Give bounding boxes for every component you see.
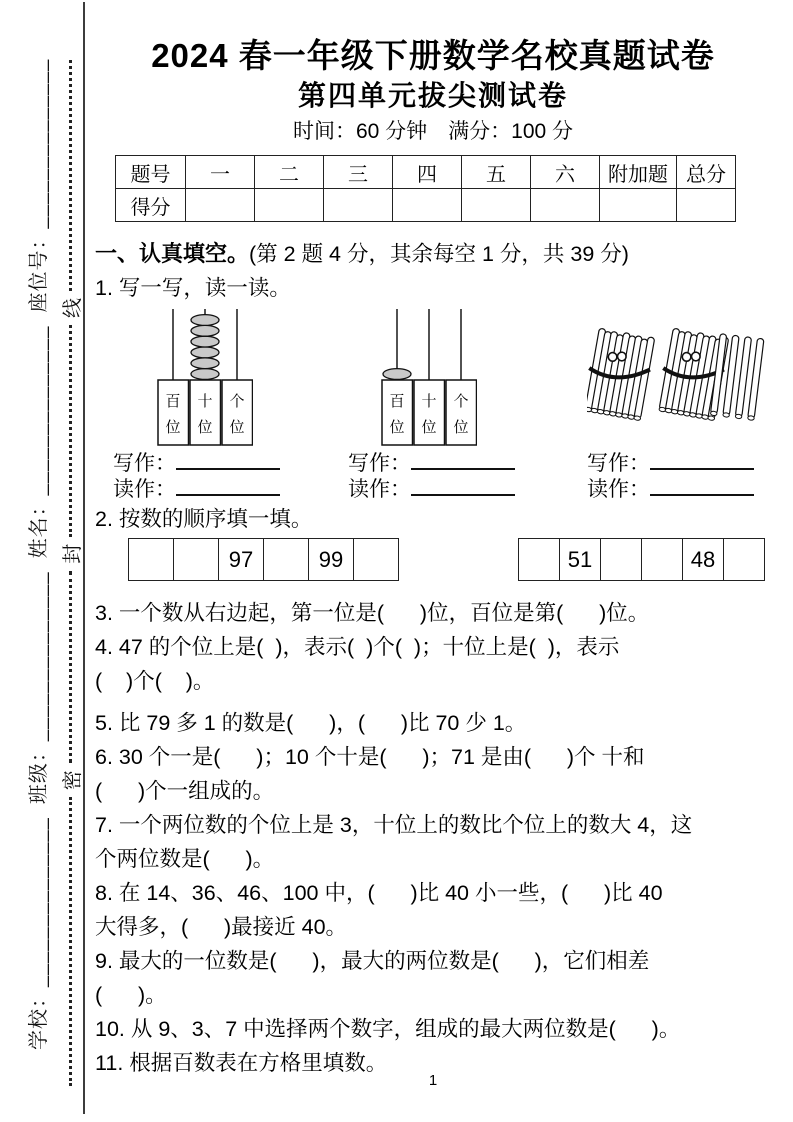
sequence-cell: 99 bbox=[309, 539, 354, 581]
read-label: 读作： bbox=[587, 477, 650, 501]
write-read-rows bbox=[95, 450, 771, 502]
section-1-title: 一、认真填空。 bbox=[95, 241, 250, 266]
score-header-cell: 一 bbox=[186, 156, 255, 189]
question-7-line-1: 7. 一个两位数的个位上是 3，十位上的数比个位上的数大 4，这 bbox=[95, 813, 693, 837]
sequence-tables bbox=[95, 538, 771, 590]
score-row-label: 得分 bbox=[116, 189, 186, 222]
write-read-col-1 bbox=[113, 450, 280, 502]
score-header-cell: 附加题 bbox=[600, 156, 677, 189]
score-header-cell: 总分 bbox=[677, 156, 736, 189]
write-label: 写作： bbox=[587, 451, 650, 475]
sequence-cell bbox=[129, 539, 174, 581]
seal-dotted-segment bbox=[69, 60, 72, 291]
abacus-figure-1 bbox=[157, 307, 253, 447]
abacus-figure-2 bbox=[381, 307, 477, 447]
sequence-cell bbox=[724, 539, 765, 581]
svg-text:位: 位 bbox=[453, 418, 469, 436]
sticks-figure bbox=[587, 323, 765, 435]
score-table bbox=[115, 155, 736, 222]
sequence-table-1 bbox=[128, 538, 399, 581]
score-cell-empty bbox=[393, 189, 462, 222]
seal-line bbox=[58, 53, 82, 1093]
write-blank bbox=[411, 450, 515, 470]
read-blank bbox=[650, 476, 754, 496]
seal-dotted-segment bbox=[69, 325, 72, 537]
question-6-line-2: ( )个一组成的。 bbox=[95, 779, 275, 803]
sequence-cell: 97 bbox=[219, 539, 264, 581]
read-label: 读作： bbox=[113, 477, 176, 501]
question-3: 3. 一个数从右边起，第一位是( )位，百位是第( )位。 bbox=[95, 601, 650, 625]
write-label: 写作： bbox=[348, 451, 411, 475]
score-header-cell: 二 bbox=[255, 156, 324, 189]
question-10: 10. 从 9、3、7 中选择两个数字，组成的最大两位数是( )。 bbox=[95, 1017, 681, 1041]
question-8-line-2: 大得多，( )最接近 40。 bbox=[95, 915, 348, 939]
svg-text:位: 位 bbox=[421, 418, 437, 436]
score-header-cell: 三 bbox=[324, 156, 393, 189]
seal-char-xian: 线 bbox=[61, 298, 84, 318]
score-cell-empty bbox=[600, 189, 677, 222]
svg-text:位: 位 bbox=[389, 418, 405, 436]
score-cell-empty bbox=[324, 189, 393, 222]
sequence-cell bbox=[174, 539, 219, 581]
page-subtitle: 第四单元拔尖测试卷 bbox=[297, 80, 568, 111]
write-read-col-3 bbox=[587, 450, 754, 502]
seal-dotted-segment bbox=[69, 571, 72, 764]
write-blank bbox=[650, 450, 754, 470]
score-header-cell: 题号 bbox=[116, 156, 186, 189]
svg-text:个: 个 bbox=[229, 392, 245, 410]
exam-content bbox=[95, 0, 771, 1122]
svg-text:位: 位 bbox=[165, 418, 181, 436]
write-label: 写作： bbox=[113, 451, 176, 475]
question-2: 2. 按数的顺序填一填。 bbox=[95, 507, 313, 531]
svg-text:十: 十 bbox=[421, 392, 437, 410]
question-9-line-1: 9. 最大的一位数是( )，最大的两位数是( )，它们相差 bbox=[95, 949, 650, 973]
svg-text:位: 位 bbox=[197, 418, 213, 436]
score-table-header-row bbox=[116, 156, 736, 189]
seal-dotted-segment bbox=[69, 797, 72, 1086]
sequence-cell bbox=[519, 539, 560, 581]
question-4-line-2: ( )个( )。 bbox=[95, 669, 215, 693]
sequence-cell bbox=[601, 539, 642, 581]
score-cell-empty bbox=[462, 189, 531, 222]
score-cell-empty bbox=[186, 189, 255, 222]
question-8-line-1: 8. 在 14、36、46、100 中，( )比 40 小一些，( )比 40 bbox=[95, 881, 663, 905]
section-1-heading bbox=[95, 237, 771, 271]
question-4-line-1: 4. 47 的个位上是( )，表示( )个( )；十位上是( )，表示 bbox=[95, 635, 620, 659]
svg-text:个: 个 bbox=[453, 392, 469, 410]
question-1-figures bbox=[95, 307, 771, 447]
read-label: 读作： bbox=[348, 477, 411, 501]
sequence-table-2 bbox=[518, 538, 765, 581]
question-6-line-1: 6. 30 个一是( )；10 个十是( )；71 是由( )个 十和 bbox=[95, 745, 645, 769]
sequence-cell bbox=[354, 539, 399, 581]
sequence-cell: 51 bbox=[560, 539, 601, 581]
score-header-cell: 四 bbox=[393, 156, 462, 189]
question-11: 11. 根据百数表在方格里填数。 bbox=[95, 1051, 388, 1075]
write-read-col-2 bbox=[348, 450, 515, 502]
section-1-note: (第 2 题 4 分，其余每空 1 分，共 39 分) bbox=[249, 242, 629, 266]
svg-text:百: 百 bbox=[165, 392, 181, 410]
score-cell-empty bbox=[255, 189, 324, 222]
score-cell-empty bbox=[531, 189, 600, 222]
read-blank bbox=[411, 476, 515, 496]
svg-text:位: 位 bbox=[229, 418, 245, 436]
score-cell-empty bbox=[677, 189, 736, 222]
question-1: 1. 写一写，读一读。 bbox=[95, 276, 291, 300]
score-header-cell: 六 bbox=[531, 156, 600, 189]
sequence-cell: 48 bbox=[683, 539, 724, 581]
page-number: 1 bbox=[428, 1072, 438, 1089]
read-blank bbox=[176, 476, 280, 496]
score-table-score-row bbox=[116, 189, 736, 222]
seal-char-mi: 密 bbox=[61, 770, 84, 791]
question-5: 5. 比 79 多 1 的数是( )，( )比 70 少 1。 bbox=[95, 711, 527, 735]
sequence-cell bbox=[264, 539, 309, 581]
exam-time-score-info: 时间：60 分钟 满分：100 分 bbox=[292, 120, 574, 143]
question-7-line-2: 个两位数是( )。 bbox=[95, 847, 275, 871]
sequence-cell bbox=[642, 539, 683, 581]
score-header-cell: 五 bbox=[462, 156, 531, 189]
svg-text:十: 十 bbox=[197, 392, 213, 410]
student-info-fields: 学校：______________ 班级：______________ 姓名：______________ 座位号：______________ bbox=[28, 58, 50, 1050]
write-blank bbox=[176, 450, 280, 470]
page-title: 2024 春一年级下册数学名校真题试卷 bbox=[151, 37, 715, 74]
question-9-line-2: ( )。 bbox=[95, 983, 167, 1007]
svg-text:百: 百 bbox=[389, 392, 405, 410]
seal-char-feng: 封 bbox=[61, 543, 84, 564]
